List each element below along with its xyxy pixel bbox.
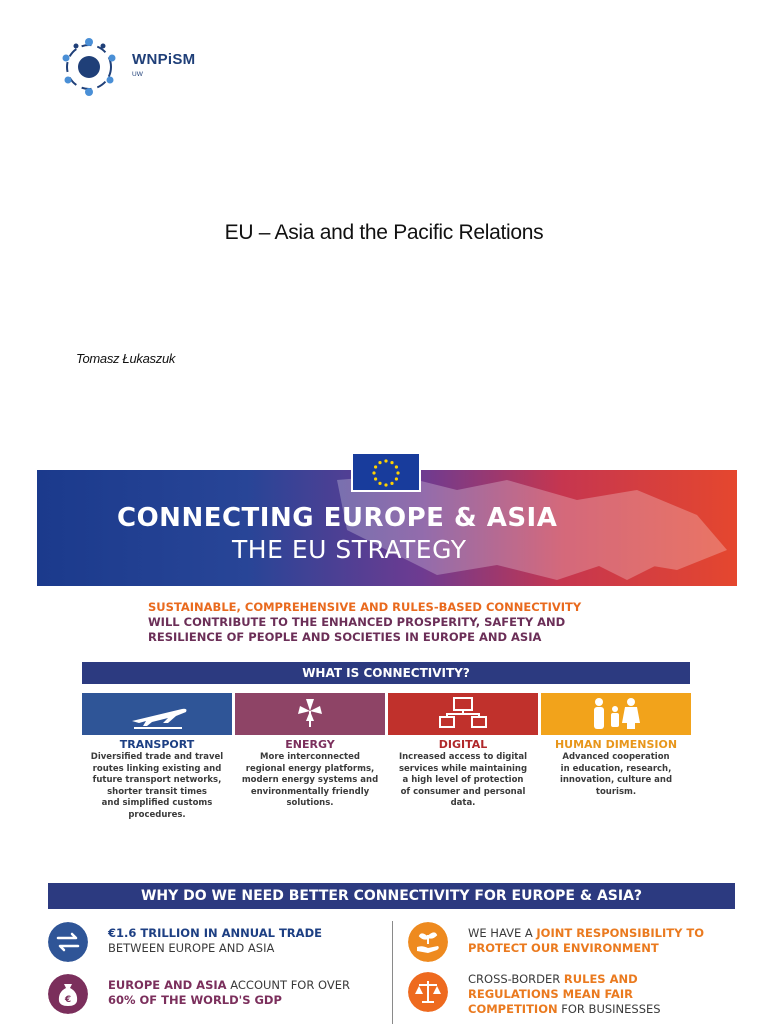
airplane-icon — [82, 693, 232, 735]
pillar-label-human-dimension: HUMAN DIMENSION — [554, 738, 678, 751]
logo-name: WNPiSM — [132, 51, 196, 68]
why-text-trade — [108, 926, 322, 956]
why-rules-line3-rest: FOR BUSINESSES — [557, 1002, 661, 1016]
connectivity-intro — [148, 600, 638, 645]
desc-line: regional energy platforms, — [245, 763, 375, 774]
document-author: Tomasz Łukaszuk — [76, 351, 176, 366]
people-icon — [541, 693, 691, 735]
why-rules-line3-bold: COMPETITION — [468, 1002, 558, 1016]
why-connectivity-heading: WHY DO WE NEED BETTER CONNECTIVITY FOR EUROPE & ASIA? — [48, 883, 735, 909]
why-rules-line1-pre: CROSS-BORDER — [468, 972, 564, 986]
what-is-connectivity-heading: WHAT IS CONNECTIVITY? — [82, 662, 690, 684]
desc-line: future transport networks, — [92, 775, 222, 785]
desc-line: of consumer and personal — [400, 786, 526, 797]
desc-line: services while maintaining — [398, 763, 528, 774]
pillar-label-digital: DIGITAL — [438, 738, 488, 751]
intro-line-1: SUSTAINABLE, COMPREHENSIVE AND RULES-BASED CONNECTIVITY — [148, 600, 582, 614]
why-text-environment — [468, 926, 704, 956]
why-rules-line1-bold: RULES AND — [563, 972, 638, 986]
why-env-line2: PROTECT OUR ENVIRONMENT — [468, 941, 659, 955]
why-trade-line2: BETWEEN EUROPE AND ASIA — [108, 941, 275, 955]
logo-network-icon — [58, 34, 124, 100]
desc-line: shorter transit times — [107, 786, 207, 797]
why-gdp-line1 — [108, 978, 350, 993]
desc-line: environmentally friendly — [250, 786, 370, 797]
pillar-desc-digital — [388, 752, 538, 810]
why-gdp-line2: 60% OF THE WORLD'S GDP — [108, 993, 282, 1007]
why-rules-line2: REGULATIONS MEAN FAIR — [468, 987, 634, 1001]
logo-subtitle: UW — [132, 71, 143, 78]
desc-line: in education, research, — [560, 763, 672, 774]
desc-line: tourism. — [595, 786, 637, 797]
scales-icon — [408, 972, 448, 1012]
pillar-label-energy: ENERGY — [285, 738, 335, 751]
network-icon — [388, 693, 538, 735]
why-rules-line1 — [468, 972, 661, 987]
why-gdp-line1-bold: EUROPE AND ASIA — [108, 978, 227, 992]
pillar-transport — [82, 693, 232, 735]
pillar-human-dimension — [541, 693, 691, 735]
pillar-energy — [235, 693, 385, 735]
svg-text:€: € — [64, 995, 72, 1005]
wnpism-logo — [58, 34, 208, 100]
desc-line: routes linking existing and — [92, 763, 222, 774]
desc-line: Diversified trade and travel — [90, 752, 224, 762]
desc-line: innovation, culture and — [559, 775, 673, 785]
desc-line: More interconnected — [260, 752, 360, 762]
windmill-icon — [235, 693, 385, 735]
pillar-desc-transport — [82, 752, 232, 821]
why-text-rules — [468, 972, 661, 1017]
desc-line: solutions. — [286, 798, 334, 808]
banner-title: CONNECTING EUROPE & ASIA — [117, 503, 558, 533]
desc-line: a high level of protection — [402, 775, 524, 785]
why-text-gdp — [108, 978, 350, 1008]
intro-line-2: WILL CONTRIBUTE TO THE ENHANCED PROSPERITY, SAFETY AND — [148, 615, 566, 629]
why-env-line1 — [468, 926, 704, 941]
document-title: EU – Asia and the Pacific Relations — [224, 221, 544, 244]
money-bag-icon — [48, 974, 88, 1014]
pillar-desc-energy — [235, 752, 385, 810]
intro-line-3: RESILIENCE OF PEOPLE AND SOCIETIES IN EUROPE AND ASIA — [148, 630, 542, 644]
eu-flag-icon — [351, 452, 421, 492]
desc-line: modern energy systems and — [241, 775, 379, 785]
desc-line: Advanced cooperation — [562, 752, 670, 762]
desc-line: Increased access to digital — [398, 752, 528, 762]
why-gdp-line1-rest: ACCOUNT FOR OVER — [226, 978, 350, 992]
pillar-desc-human-dimension — [541, 752, 691, 798]
why-trade-line1: €1.6 TRILLION IN ANNUAL TRADE — [108, 926, 322, 940]
plant-hand-icon — [408, 922, 448, 962]
pillar-digital — [388, 693, 538, 735]
banner-subtitle: THE EU STRATEGY — [232, 535, 467, 564]
why-env-line1-bold: JOINT RESPONSIBILITY TO — [536, 926, 705, 940]
pillar-label-transport: TRANSPORT — [119, 738, 195, 751]
why-rules-line3 — [468, 1002, 661, 1017]
column-divider — [392, 921, 393, 1024]
desc-line: data. — [450, 798, 476, 808]
why-env-line1-pre: WE HAVE A — [468, 926, 537, 940]
exchange-arrows-icon — [48, 922, 88, 962]
desc-line: and simplified customs — [101, 798, 213, 808]
desc-line: procedures. — [128, 809, 186, 820]
